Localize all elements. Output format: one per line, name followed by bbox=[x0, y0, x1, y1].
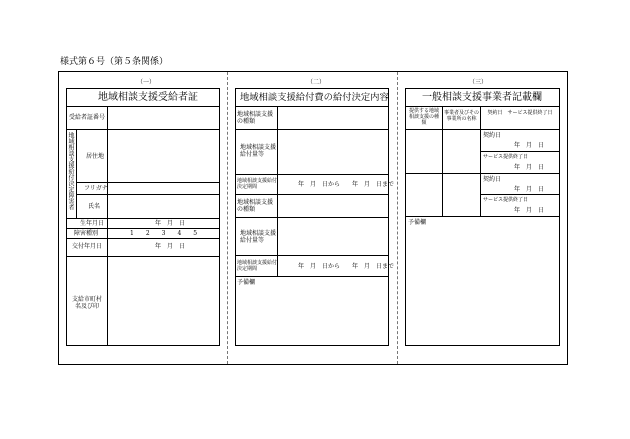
amount-label-2: 地域相談支援給付量等 bbox=[240, 230, 277, 244]
s2-line bbox=[235, 255, 389, 256]
notes-label-two: 予備欄 bbox=[237, 279, 256, 286]
section-two-number: （二） bbox=[307, 79, 326, 86]
furigana-label: フリガナ bbox=[84, 185, 108, 192]
period-value-1: 年 月 日から 年 月 日まで bbox=[298, 181, 395, 188]
type-label-1: 地域相談支援の種類 bbox=[237, 111, 274, 125]
s2-line bbox=[235, 194, 389, 195]
s1-line bbox=[76, 194, 220, 195]
end-value-1: 年 月 日 bbox=[514, 164, 545, 171]
dob-label: 生年月日 bbox=[80, 220, 105, 227]
section-three-frame bbox=[405, 88, 560, 346]
period-value-2: 年 月 日から 年 月 日まで bbox=[298, 263, 395, 270]
section-two-title: 地域相談支援給付費の給付決定内容 bbox=[240, 92, 389, 103]
fold-line-2 bbox=[397, 72, 398, 364]
contract-label-1: 契約日 bbox=[483, 132, 502, 139]
end-label-2: サービス提供終了日 bbox=[483, 197, 529, 203]
s1-line bbox=[66, 218, 220, 219]
s1-vline bbox=[76, 129, 77, 218]
contract-label-2: 契約日 bbox=[483, 176, 502, 183]
s1-line bbox=[66, 106, 220, 107]
disability-label: 障害種別 bbox=[74, 230, 99, 237]
contract-value-2: 年 月 日 bbox=[514, 186, 545, 193]
s3-line bbox=[405, 106, 560, 107]
recipient-no-label: 受給者証番号 bbox=[69, 114, 106, 121]
section-one-title: 地域相談支援受給者証 bbox=[98, 92, 198, 103]
period-label-2: 地域相談支援給付決定期間 bbox=[237, 260, 278, 272]
s1-line bbox=[66, 129, 220, 130]
col3-header: 契約日 サービス提供終了日 bbox=[487, 110, 553, 116]
section-three-number: （三） bbox=[469, 79, 488, 86]
amount-label-1: 地域相談支援給付量等 bbox=[240, 144, 277, 158]
s3-vline bbox=[442, 106, 443, 216]
period-label-1: 地域相談支援給付決定期間 bbox=[237, 178, 278, 190]
s1-line bbox=[66, 256, 220, 257]
section-one-number: （一） bbox=[137, 79, 156, 86]
s3-line bbox=[480, 151, 560, 152]
col1-header: 提供する地域相談支援の種類 bbox=[408, 108, 439, 126]
s2-line bbox=[235, 217, 389, 218]
disability-options: 1 2 3 4 5 bbox=[130, 230, 198, 237]
s3-line bbox=[405, 173, 560, 174]
dob-value: 年 月 日 bbox=[155, 220, 186, 227]
s1-vline bbox=[107, 106, 108, 129]
fold-line-1 bbox=[227, 72, 228, 364]
notes-label-three: 予備欄 bbox=[408, 219, 427, 226]
s1-vline bbox=[107, 256, 108, 346]
end-label-1: サービス提供終了日 bbox=[483, 154, 529, 160]
s2-vline bbox=[277, 106, 278, 276]
s3-line bbox=[405, 129, 560, 130]
type-label-2: 地域相談支援の種類 bbox=[237, 199, 274, 213]
s1-line bbox=[76, 182, 220, 183]
s1-vline bbox=[107, 129, 108, 256]
address-label: 居住地 bbox=[86, 153, 105, 160]
s2-line bbox=[235, 276, 389, 277]
col2-header: 事業者及びその事業所の名称 bbox=[444, 110, 480, 122]
end-value-2: 年 月 日 bbox=[514, 207, 545, 214]
form-label: 様式第６号（第５条関係） bbox=[60, 57, 169, 67]
s1-line bbox=[66, 228, 220, 229]
s3-line bbox=[405, 216, 560, 217]
section-three-title: 一般相談支援事業者記載欄 bbox=[422, 92, 542, 103]
recipient-group-label: 地域相談支援給付決定障害者 bbox=[67, 132, 74, 210]
municipality-label: 支給市町村名及び印 bbox=[71, 296, 102, 310]
s1-line bbox=[66, 238, 220, 239]
s3-line bbox=[480, 194, 560, 195]
s3-vline bbox=[480, 106, 481, 216]
s2-line bbox=[235, 174, 389, 175]
s2-line bbox=[235, 106, 389, 107]
contract-value-1: 年 月 日 bbox=[514, 142, 545, 149]
issue-date-label: 交付年月日 bbox=[72, 243, 103, 250]
issue-date-value: 年 月 日 bbox=[155, 243, 186, 250]
name-label: 氏名 bbox=[88, 203, 101, 210]
s2-line bbox=[235, 129, 389, 130]
